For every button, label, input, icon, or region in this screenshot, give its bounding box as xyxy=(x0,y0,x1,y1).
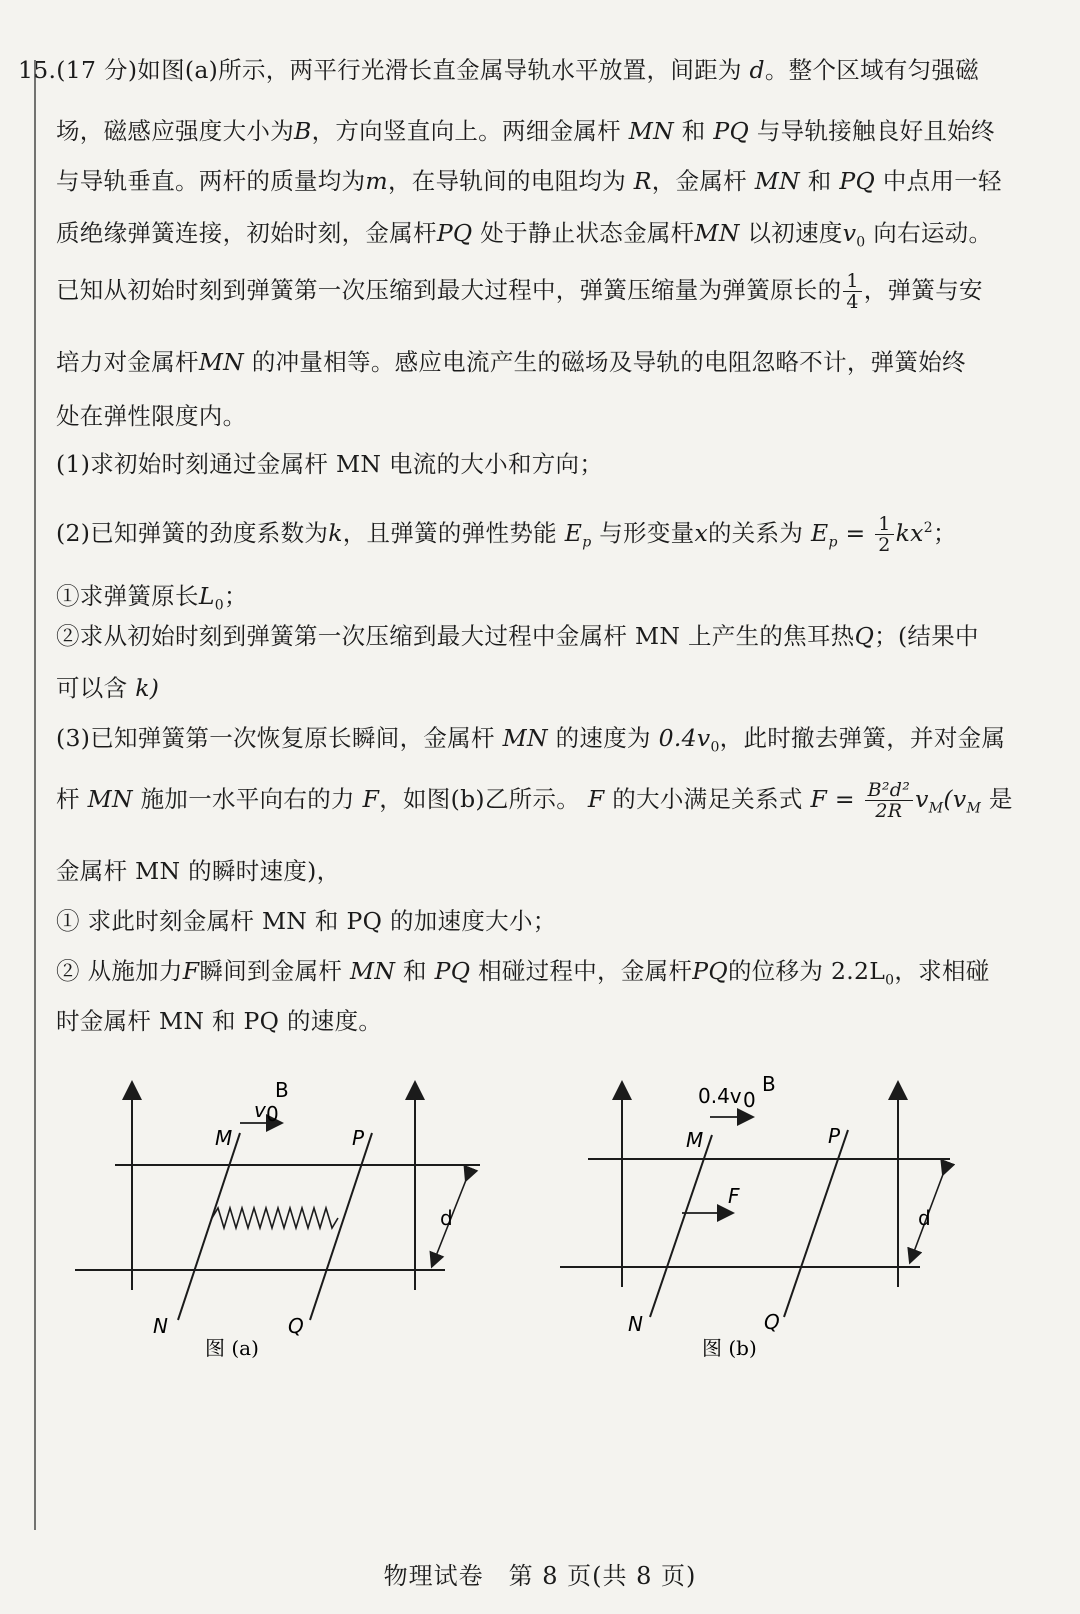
figure-a xyxy=(60,1055,500,1375)
problem-line-3: 与导轨垂直。两杆的质量均为m，在导轨间的电阻均为 R，金属杆 MN 和 PQ 中点用一轻 xyxy=(56,167,1002,195)
label-Q: Q xyxy=(288,1314,304,1338)
question-2-2-cont: 可以含 k) xyxy=(56,674,160,702)
label-v-b-sub: 0 xyxy=(743,1088,756,1112)
question-3-2: ② 从施加力F瞬间到金属杆 MN 和 PQ 相碰过程中，金属杆PQ的位移为 $2.2L_0$，求相碰 xyxy=(56,957,990,989)
question-3-cont2: 金属杆 MN 的瞬时速度)， xyxy=(56,857,341,885)
question-2-1: ①求弹簧原长$L_0$； xyxy=(56,582,248,614)
problem-line-4: 质绝缘弹簧连接，初始时刻，金属杆PQ 处于静止状态金属杆MN 以初速度$v_0$ 向右运动。 xyxy=(56,219,993,251)
label-P-b: P xyxy=(828,1124,841,1148)
label-N: N xyxy=(153,1314,168,1338)
label-Q-b: Q xyxy=(764,1310,780,1334)
fraction-half: $\frac{1}{2}$ xyxy=(875,514,893,555)
caption-a: 图 (a) xyxy=(205,1336,259,1360)
problem-line-1: 15.(17 分)如图(a)所示，两平行光滑长直金属导轨水平放置，间距为 d。整个区域有匀强磁 xyxy=(18,56,980,84)
margin-rule xyxy=(34,60,36,1530)
label-d: d xyxy=(440,1206,453,1230)
question-2: (2)已知弹簧的劲度系数为k，且弹簧的弹性势能 $E_p$ 与形变量x的关系为 $E_p$ = $\frac{1}{2}$ $kx^2$； xyxy=(56,512,957,556)
label-v-b: 0.4v xyxy=(698,1084,742,1108)
question-3-cont: 杆 MN 施加一水平向右的力 F，如图(b)乙所示。 F 的大小满足关系式 F = $\frac{\text{B²d²}}{2R}$ $v_M(v_M$ 是 xyxy=(56,779,1013,822)
label-v0: v xyxy=(254,1098,266,1122)
page-footer: 物理试卷 第 8 页(共 8 页) xyxy=(383,1562,697,1590)
figure-b xyxy=(560,1055,980,1375)
question-3-2-cont: 时金属杆 MN 和 PQ 的速度。 xyxy=(56,1007,383,1035)
question-2-2: ②求从初始时刻到弹簧第一次压缩到最大过程中金属杆 MN 上产生的焦耳热Q；(结果中 xyxy=(56,622,979,650)
question-3: (3)已知弹簧第一次恢复原长瞬间，金属杆 MN 的速度为 $0.4v_0$，此时撤去弹簧，并对金属 xyxy=(56,724,1006,756)
label-M-b: M xyxy=(686,1128,704,1152)
question-3-1: ① 求此时刻金属杆 MN 和 PQ 的加速度大小； xyxy=(56,907,557,935)
problem-line-7: 处在弹性限度内。 xyxy=(56,402,247,430)
spring xyxy=(212,1208,338,1228)
problem-line-2: 场，磁感应强度大小为B，方向竖直向上。两细金属杆 MN 和 PQ 与导轨接触良好且始终 xyxy=(56,117,995,145)
label-B: B xyxy=(275,1078,289,1102)
label-B-b: B xyxy=(762,1072,776,1096)
caption-b: 图 (b) xyxy=(702,1336,757,1360)
label-M: M xyxy=(215,1126,233,1150)
fraction-quarter: $\frac{1}{4}$ xyxy=(843,271,861,312)
fraction-force: $\frac{\text{B²d²}}{2R}$ xyxy=(865,780,914,821)
rod-mn-b xyxy=(650,1135,712,1317)
label-P: P xyxy=(352,1126,365,1150)
question-1: (1)求初始时刻通过金属杆 MN 电流的大小和方向； xyxy=(56,450,604,478)
label-v0-sub: 0 xyxy=(266,1102,279,1126)
label-N-b: N xyxy=(628,1312,643,1336)
problem-line-5: 已知从初始时刻到弹簧第一次压缩到最大过程中，弹簧压缩量为弹簧原长的 $\frac{1}{4}$ ，弹簧与安 xyxy=(56,270,983,313)
problem-line-6: 培力对金属杆MN 的冲量相等。感应电流产生的磁场及导轨的电阻忽略不计，弹簧始终 xyxy=(56,348,966,376)
label-F-b: F xyxy=(728,1184,740,1208)
label-d-b: d xyxy=(918,1206,931,1230)
rod-mn xyxy=(178,1133,240,1320)
